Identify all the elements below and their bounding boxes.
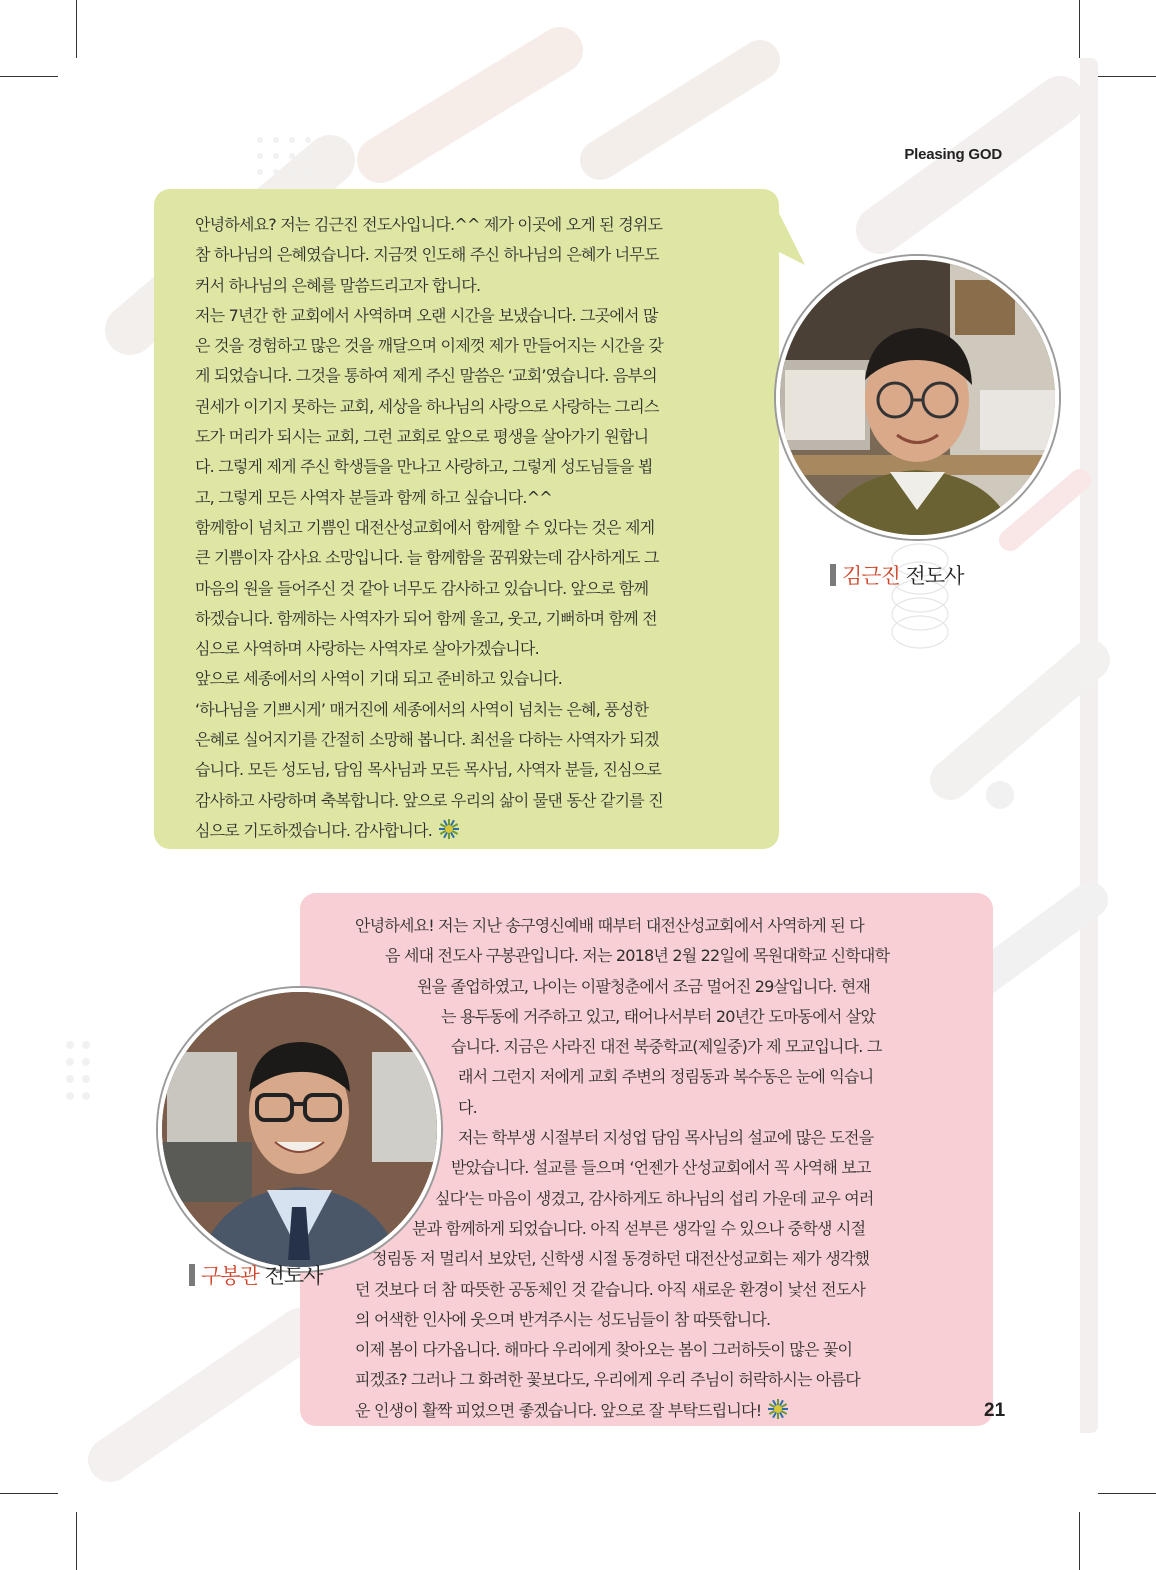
text-line: 권세가 이기지 못하는 교회, 세상을 하나님의 사랑으로 사랑하는 그리스 (195, 396, 659, 416)
text-line: 정림동 저 멀리서 보았던, 신학생 시절 동경하던 대전산성교회는 제가 생각했 (372, 1249, 870, 1269)
text-line: 마음의 원을 들어주신 것 같아 너무도 감사하고 있습니다. 앞으로 함께 (195, 578, 649, 598)
text-line: 큰 기쁨이자 감사요 소망입니다. 늘 함께함을 꿈꿔왔는데 감사하게도 그 (195, 548, 659, 568)
text-line: 고, 그렇게 모든 사역자 분들과 함께 하고 싶습니다.^^ (195, 487, 552, 507)
portrait-photo-kim (776, 256, 1059, 539)
portrait-photo-koo (158, 988, 441, 1271)
caption-bar (189, 1264, 195, 1286)
text-line: 습니다. 지금은 사라진 대전 북중학교(제일중)가 제 모교입니다. 그 (451, 1037, 882, 1057)
text-line: 원을 졸업하였고, 나이는 이팔청춘에서 조금 멀어진 29살입니다. 현재 (417, 976, 871, 996)
text-line: 운 인생이 활짝 피었으면 좋겠습니다. 앞으로 잘 부탁드립니다! (355, 1396, 965, 1426)
article1-text (195, 210, 755, 846)
text-line: 는 용두동에 거주하고 있고, 태어나서부터 20년간 도마동에서 살았 (441, 1006, 876, 1026)
flower-ornament-icon (765, 1396, 791, 1422)
text-line: 던 것보다 더 참 따뜻한 공동체인 것 같습니다. 아직 새로운 환경이 낯선 전도사 (355, 1279, 866, 1299)
text-line: 함께함이 넘치고 기쁨인 대전산성교회에서 함께할 수 있다는 것은 제게 (195, 517, 655, 537)
text-line: 도가 머리가 되시는 교회, 그런 교회로 앞으로 평생을 살아가기 원합니 (195, 427, 649, 447)
article2-text (355, 911, 965, 1426)
text-line: 싶다’는 마음이 생겼고, 감사하게도 하나님의 섭리 가운데 교우 여러 (435, 1188, 874, 1208)
text-line: 심으로 기도하겠습니다. 감사합니다. (195, 816, 755, 846)
text-line: 게 되었습니다. 그것을 통하여 제게 주신 말씀은 ‘교회’였습니다. 음부의 (195, 366, 657, 386)
text-line: 의 어색한 인사에 웃으며 반겨주시는 성도님들이 참 따뜻합니다. (355, 1309, 771, 1329)
page-number: 21 (984, 1400, 1006, 1421)
text-line: 하겠습니다. 함께하는 사역자가 되어 함께 울고, 웃고, 기뻐하며 함께 전 (195, 608, 657, 628)
text-line: ‘하나님을 기쁘시게’ 매거진에 세종에서의 사역이 넘치는 은혜, 풍성한 (195, 699, 649, 719)
caption-bar (830, 564, 836, 586)
magazine-header: Pleasing GOD (904, 146, 1002, 163)
text-line: 저는 학부생 시절부터 지성업 담임 목사님의 설교에 많은 도전을 (458, 1128, 874, 1148)
text-line: 래서 그런지 저에게 교회 주변의 정림동과 복수동은 눈에 익습니 (458, 1067, 874, 1087)
text-line: 다. (458, 1097, 477, 1117)
text-line: 안녕하세요! 저는 지난 송구영신예배 때부터 대전산성교회에서 사역하게 된 다 (355, 916, 864, 935)
caption-name: 구봉관 (201, 1264, 259, 1288)
text-line: 앞으로 세종에서의 사역이 기대 되고 준비하고 있습니다. (195, 669, 563, 689)
caption-role: 전도사 (264, 1264, 323, 1288)
text-line: 습니다. 모든 성도님, 담임 목사님과 모든 목사님, 사역자 분들, 진심으로 (195, 760, 662, 780)
caption-role: 전도사 (905, 564, 964, 588)
text-line: 음 세대 전도사 구봉관입니다. 저는 2018년 2월 22일에 목원대학교 신학대학 (385, 946, 890, 966)
text-line: 은 것을 경험하고 많은 것을 깨달으며 이제껏 제가 만들어지는 시간을 갖 (195, 336, 663, 356)
text-line: 안녕하세요? 저는 김근진 전도사입니다.^^ 제가 이곳에 오게 된 경위도 (195, 215, 663, 234)
caption-koo (189, 1260, 322, 1290)
text-line: 피겠죠? 그러나 그 화려한 꽃보다도, 우리에게 우리 주님이 허락하시는 아름다 (355, 1370, 860, 1390)
text-line: 감사하고 사랑하며 축복합니다. 앞으로 우리의 삶이 물댄 동산 같기를 진 (195, 790, 663, 810)
text-line: 참 하나님의 은혜였습니다. 지금껏 인도해 주신 하나님의 은혜가 너무도 (195, 245, 659, 265)
text-line: 커서 하나님의 은혜를 말씀드리고자 합니다. (195, 275, 481, 295)
caption-kim (830, 560, 963, 590)
text-line: 분과 함께하게 되었습니다. 아직 섣부른 생각일 수 있으나 중학생 시절 (412, 1218, 866, 1238)
text-line: 은혜로 실어지기를 간절히 소망해 봅니다. 최선을 다하는 사역자가 되겠 (195, 730, 659, 750)
text-line: 심으로 사역하며 사랑하는 사역자로 살아가겠습니다. (195, 639, 539, 659)
text-line: 이제 봄이 다가옵니다. 해마다 우리에게 찾아오는 봄이 그러하듯이 많은 꽃이 (355, 1340, 853, 1360)
caption-name: 김근진 (842, 564, 900, 588)
flower-ornament-icon (436, 816, 462, 842)
text-line: 저는 7년간 한 교회에서 사역하며 오랜 시간을 보냈습니다. 그곳에서 많 (195, 305, 658, 325)
text-line: 다. 그렇게 제게 주신 학생들을 만나고 사랑하고, 그렇게 성도님들을 뵙 (195, 457, 653, 477)
text-line: 받았습니다. 설교를 들으며 ‘언젠가 산성교회에서 꼭 사역해 보고 (451, 1158, 871, 1178)
